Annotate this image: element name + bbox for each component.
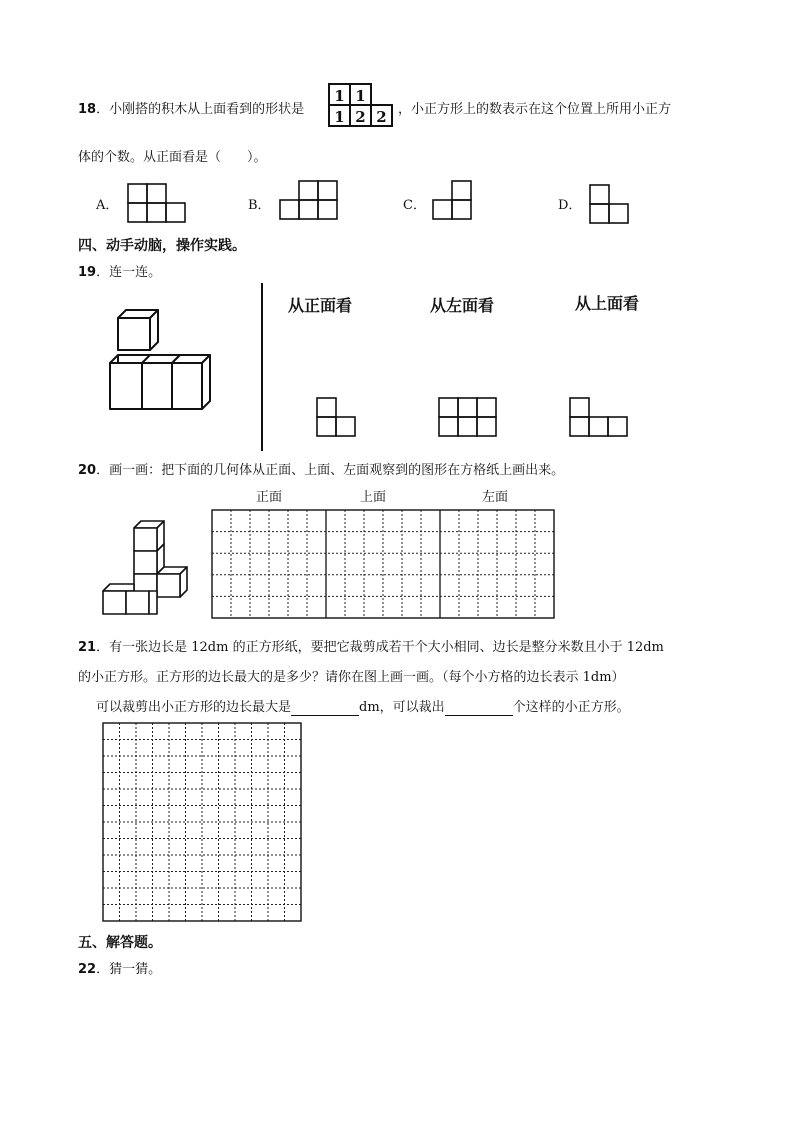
q21-square-grid[interactable] bbox=[102, 722, 302, 922]
q18-line2: 体的个数。从正面看是（ ）。 bbox=[78, 150, 267, 165]
q19-text: 连一连。 bbox=[109, 265, 162, 280]
option-d-figure bbox=[589, 184, 631, 224]
q21-answer-prefix: 可以裁剪出小正方形的边长最大是 bbox=[96, 700, 292, 715]
q19-number: 19 bbox=[78, 265, 97, 280]
grid-label-front: 正面 bbox=[256, 490, 283, 505]
q19-solid-figure bbox=[106, 318, 226, 418]
q21-line1: 21．有一张边长是 12dm 的正方形纸，要把它裁剪成若干个大小相同、边长是整分米数且小于 12dm bbox=[78, 640, 664, 655]
option-a-label: A． bbox=[96, 198, 119, 213]
q20-line: 20．画一画：把下面的几何体从正面、上面、左面观察到的图形在方格纸上画出来。 bbox=[78, 463, 565, 478]
top-view-num: 1 bbox=[334, 87, 345, 105]
q21-answer-line bbox=[96, 696, 630, 716]
q19-view-shape-2 bbox=[438, 397, 498, 437]
view-label-top: 从上面看 bbox=[575, 294, 640, 313]
side-length-blank[interactable] bbox=[291, 700, 359, 716]
q20-text: 画一画：把下面的几何体从正面、上面、左面观察到的图形在方格纸上画出来。 bbox=[109, 463, 565, 478]
count-blank[interactable] bbox=[445, 700, 513, 716]
q21-line2: 的小正方形。正方形的边长最大的是多少？请你在图上画一画。（每个小方格的边长表示 1dm） bbox=[78, 670, 625, 685]
q20-number: 20 bbox=[78, 463, 97, 478]
option-d-label: D． bbox=[558, 198, 582, 213]
option-a-figure bbox=[127, 183, 187, 223]
q22-line: 22．猜一猜。 bbox=[78, 962, 162, 977]
view-label-left: 从左面看 bbox=[430, 296, 495, 315]
q18-line1: 18．小刚搭的积木从上面看到的形状是 bbox=[78, 102, 305, 117]
section5-title: 五、解答题。 bbox=[78, 935, 162, 951]
q18-text-after: ，小正方形上的数表示在这个位置上所用小正方 bbox=[398, 102, 672, 117]
q19-divider bbox=[260, 283, 264, 453]
q18-top-view-figure bbox=[328, 83, 394, 129]
grid-label-left: 左面 bbox=[482, 490, 509, 505]
q20-solid-figure bbox=[102, 520, 202, 630]
q19-view-shape-3 bbox=[569, 397, 629, 437]
q18-number: 18 bbox=[78, 102, 97, 117]
q22-number: 22 bbox=[78, 962, 97, 977]
section4-title: 四、动手动脑，操作实践。 bbox=[78, 238, 246, 254]
option-b-label: B． bbox=[248, 198, 271, 213]
q19-line: 19．连一连。 bbox=[78, 265, 162, 280]
option-c-label: C． bbox=[403, 198, 426, 213]
top-view-num: 1 bbox=[355, 87, 366, 105]
grid-label-top: 上面 bbox=[360, 490, 387, 505]
q21-text-line1: 有一张边长是 12dm 的正方形纸，要把它裁剪成若干个大小相同、边长是整分米数且小于 12dm bbox=[109, 640, 664, 655]
view-label-front: 从正面看 bbox=[288, 296, 353, 315]
top-view-num: 2 bbox=[355, 108, 366, 126]
q21-answer-suffix: 个这样的小正方形。 bbox=[512, 700, 630, 715]
option-c-figure bbox=[432, 180, 474, 220]
q21-number: 21 bbox=[78, 640, 97, 655]
q21-answer-unit: dm，可以裁出 bbox=[359, 700, 445, 715]
q22-text: 猜一猜。 bbox=[109, 962, 162, 977]
top-view-num: 2 bbox=[376, 108, 387, 126]
option-b-figure bbox=[279, 180, 339, 220]
q18-text-before: 小刚搭的积木从上面看到的形状是 bbox=[109, 102, 305, 117]
q20-drawing-grid[interactable] bbox=[211, 509, 555, 619]
top-view-num: 1 bbox=[334, 108, 345, 126]
q19-view-shape-1 bbox=[316, 397, 358, 437]
